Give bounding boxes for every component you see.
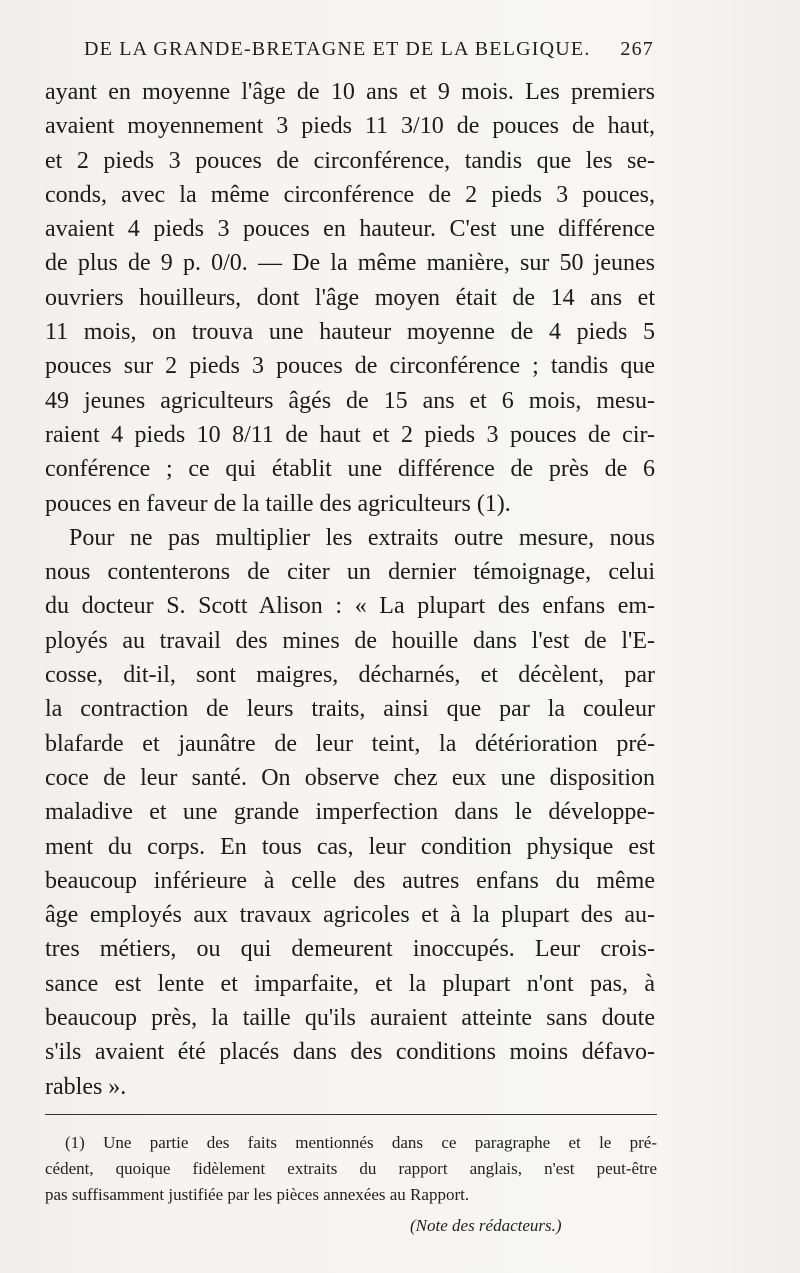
- text-line: et 2 pieds 3 pouces de circonférence, tandis que les se-: [45, 147, 655, 174]
- footnote-attribution: (Note des rédacteurs.): [410, 1216, 562, 1235]
- text-line: tres métiers, ou qui demeurent inoccupés. Leur crois-: [45, 936, 655, 963]
- text-line: coce de leur santé. On observe chez eux une disposition: [45, 764, 655, 791]
- body-text: [45, 75, 655, 1104]
- text-line: ployés au travail des mines de houille dans l'est de l'E-: [45, 627, 655, 654]
- paragraph-start-line: Pour ne pas multiplier les extraits outre mesure, nous: [69, 524, 655, 551]
- text-line: maladive et une grande imperfection dans le développe-: [45, 799, 655, 826]
- text-line: âge employés aux travaux agricoles et à la plupart des au-: [45, 902, 655, 929]
- running-title: DE LA GRANDE-BRETAGNE ET DE LA BELGIQUE.: [84, 38, 591, 60]
- text-line: s'ils avaient été placés dans des conditions moins défavo-: [45, 1039, 655, 1066]
- footnote-line: cédent, quoique fidèlement extraits du rapport anglais, n'est peut-être: [45, 1159, 657, 1178]
- footnote-line: (1) Une partie des faits mentionnés dans ce paragraphe et le pré-: [65, 1133, 657, 1152]
- text-line: rables ».: [45, 1073, 127, 1100]
- footnote-divider: [45, 1114, 657, 1115]
- text-line: avaient 4 pieds 3 pouces en hauteur. C'est une différence: [45, 216, 655, 243]
- text-line: conds, avec la même circonférence de 2 pieds 3 pouces,: [45, 181, 655, 208]
- text-line: la contraction de leurs traits, ainsi que par la couleur: [45, 696, 655, 723]
- text-line: conférence ; ce qui établit une différence de près de 6: [45, 456, 655, 483]
- text-line: 11 mois, on trouva une hauteur moyenne de 4 pieds 5: [45, 319, 655, 346]
- text-line: pouces en faveur de la taille des agriculteurs (1).: [45, 490, 511, 517]
- footnote: [45, 1130, 657, 1208]
- text-line: du docteur S. Scott Alison : « La plupart des enfans em-: [45, 593, 655, 620]
- text-line: pouces sur 2 pieds 3 pouces de circonférence ; tandis que: [45, 353, 655, 380]
- footnote-line: pas suffisamment justifiée par les pièces annexées au Rapport.: [45, 1185, 470, 1204]
- text-line: beaucoup inférieure à celle des autres enfans du même: [45, 867, 655, 894]
- page-header: [84, 38, 654, 61]
- text-line: avaient moyennement 3 pieds 11 3/10 de pouces de haut,: [45, 113, 655, 140]
- text-line: ouvriers houilleurs, dont l'âge moyen était de 14 ans et: [45, 284, 655, 311]
- text-line: raient 4 pieds 10 8/11 de haut et 2 pieds 3 pouces de cir-: [45, 421, 655, 448]
- text-line: beaucoup près, la taille qu'ils auraient atteinte sans doute: [45, 1005, 655, 1032]
- text-line: ment du corps. En tous cas, leur condition physique est: [45, 833, 655, 860]
- page-number: 267: [620, 38, 654, 60]
- text-line: de plus de 9 p. 0/0. — De la même manière, sur 50 jeunes: [45, 250, 655, 277]
- text-line: ayant en moyenne l'âge de 10 ans et 9 mois. Les premiers: [45, 79, 655, 105]
- text-line: nous contenterons de citer un dernier témoignage, celui: [45, 559, 655, 586]
- text-line: sance est lente et imparfaite, et la plupart n'ont pas, à: [45, 970, 655, 997]
- text-line: cosse, dit-il, sont maigres, décharnés, et décèlent, par: [45, 662, 655, 689]
- text-line: 49 jeunes agriculteurs âgés de 15 ans et 6 mois, mesu-: [45, 387, 655, 414]
- text-line: blafarde et jaunâtre de leur teint, la détérioration pré-: [45, 730, 655, 757]
